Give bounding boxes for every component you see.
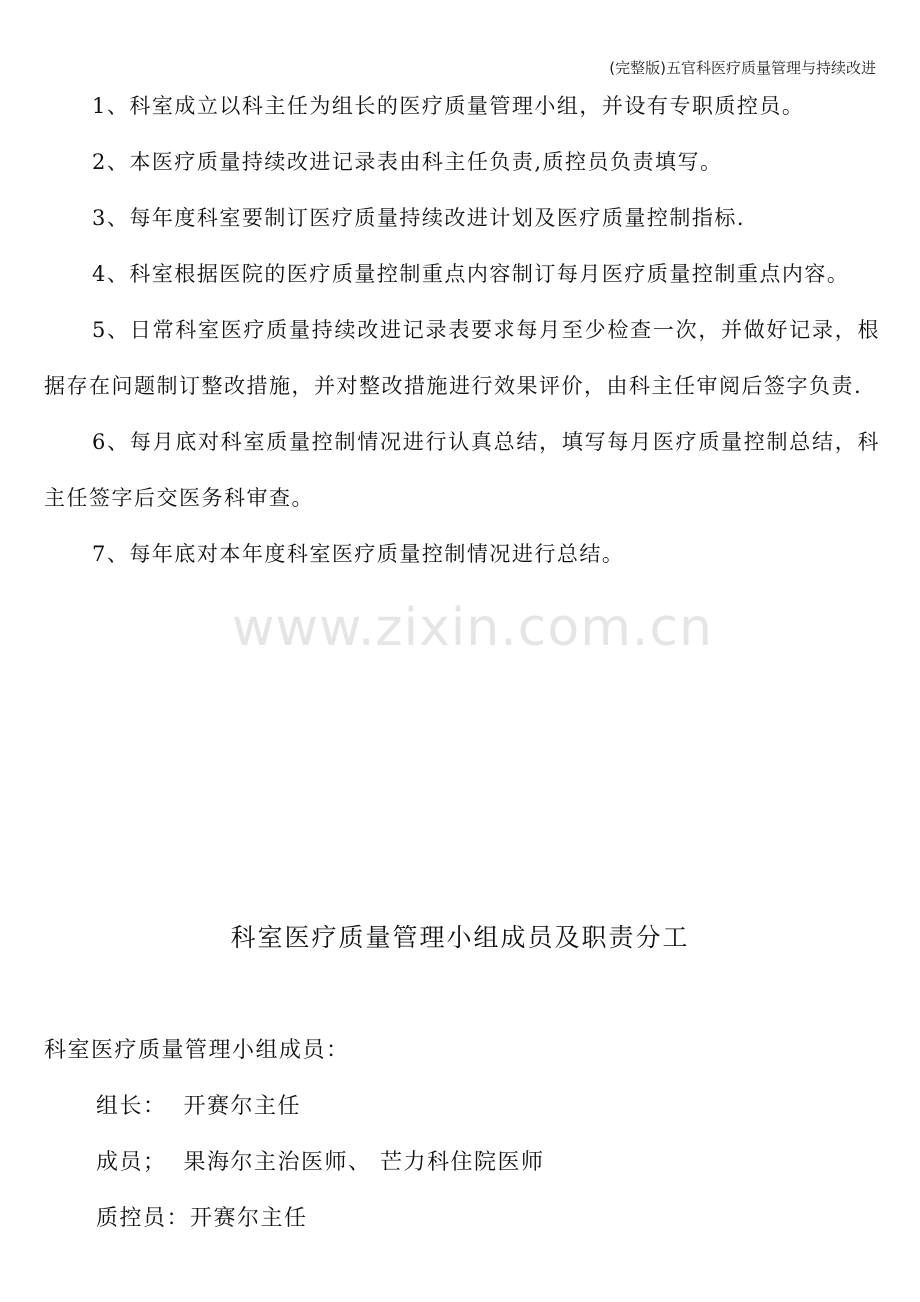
member-members: 成员； 果海尔主治医师、 芒力科住院医师 bbox=[96, 1150, 545, 1175]
section-title: 科室医疗质量管理小组成员及职责分工 bbox=[230, 923, 690, 952]
body-text bbox=[44, 78, 880, 582]
watermark: www.zixin.com.cn bbox=[232, 598, 713, 658]
paragraph-1: 1、科室成立以科主任为组长的医疗质量管理小组，并设有专职质控员。 bbox=[92, 94, 805, 118]
member-qc: 质控员：开赛尔主任 bbox=[96, 1206, 308, 1231]
document-header: (完整版)五官科医疗质量管理与持续改进 bbox=[609, 59, 876, 77]
member-leader: 组长： 开赛尔主任 bbox=[96, 1094, 301, 1119]
paragraph-7: 7、每年底对本年度科室医疗质量控制情况进行总结。 bbox=[92, 542, 625, 566]
paragraph-5: 5、日常科室医疗质量持续改进记录表要求每月至少检查一次，并做好记录，根据存在问题制订整改措施，并对整改措施进行效果评价，由科主任审阅后签字负责. bbox=[44, 318, 880, 398]
paragraph-3: 3、每年度科室要制订医疗质量持续改进计划及医疗质量控制指标. bbox=[92, 206, 746, 230]
paragraph-4: 4、科室根据医院的医疗质量控制重点内容制订每月医疗质量控制重点内容。 bbox=[92, 262, 850, 286]
paragraph-2: 2、本医疗质量持续改进记录表由科主任负责,质控员负责填写。 bbox=[92, 150, 723, 174]
members-label: 科室医疗质量管理小组成员： bbox=[44, 1038, 350, 1063]
paragraph-6: 6、每月底对科室质量控制情况进行认真总结，填写每月医疗质量控制总结，科主任签字后交医务科审查。 bbox=[44, 430, 880, 510]
